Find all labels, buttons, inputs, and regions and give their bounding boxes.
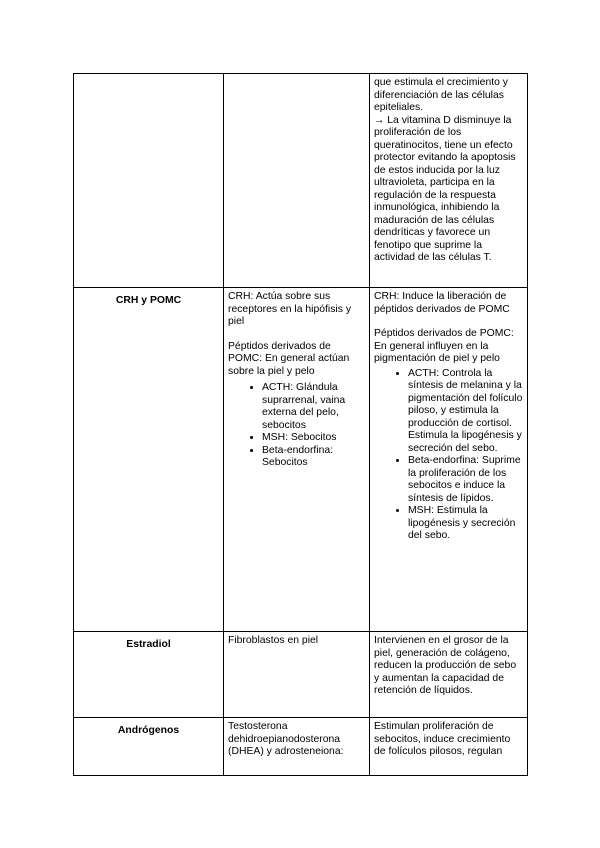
- hormone-cell: [74, 718, 224, 776]
- effect-text: → La vitamina D disminuye la proliferación de los queratinocitos, tiene un efecto protector evitando la apoptosis de estos inducida por la luz ultravioleta, participa en la regulación de la respuesta inmunológica, inhibiendo la maduración de las células dendríticas y favorece un fenotipo que suprime la actividad de las células T.: [374, 114, 516, 263]
- target-cell: [224, 288, 370, 632]
- target-cell: [224, 718, 370, 776]
- hormone-label: CRH y POMC: [115, 295, 182, 306]
- target-text: Testosterona dehidroepianodosterona (DHEA) y adrosteneiona:: [228, 721, 344, 757]
- list-item: • Beta-endorfina: Suprime la proliferación de los sebocitos e induce la síntesis de lípidos.: [408, 455, 523, 505]
- effect-text: Péptidos derivados de POMC: En general influyen en la pigmentación de piel y pelo: [374, 328, 514, 364]
- hormone-cell: [74, 632, 224, 718]
- hormone-table: [73, 73, 528, 776]
- list-item: • ACTH: Glándula suprarrenal, vaina externa del pelo, sebocitos: [262, 382, 365, 432]
- target-text: CRH: Actúa sobre sus receptores en la hipófisis y piel: [228, 291, 352, 327]
- hormone-cell: [74, 288, 224, 632]
- hormone-cell: [74, 74, 224, 288]
- list-item: • ACTH: Controla la síntesis de melanina y la pigmentación del folículo piloso, y estimula la producción de cortisol. Estimula la lipogénesis y secreción del sebo.: [408, 368, 523, 456]
- table-row-androgenos: [74, 718, 528, 776]
- effect-cell: [370, 718, 528, 776]
- effect-text: que estimula el crecimiento y diferenciación de las células epiteliales.: [374, 77, 508, 113]
- target-text: Fibroblastos en piel: [228, 635, 319, 646]
- effect-text: Estimulan proliferación de sebocitos, induce crecimiento de folículos pilosos, regulan: [374, 721, 511, 757]
- effect-cell: [370, 74, 528, 288]
- table-row-continued: [74, 74, 528, 288]
- list-item: • MSH: Sebocitos: [262, 432, 365, 445]
- target-cell: [224, 632, 370, 718]
- target-list: [228, 382, 365, 470]
- effect-cell: [370, 632, 528, 718]
- effect-text: CRH: Induce la liberación de péptidos derivados de POMC: [374, 291, 510, 315]
- list-item: • MSH: Estimula la lipogénesis y secreción del sebo.: [408, 505, 523, 543]
- hormone-label: Andrógenos: [117, 725, 180, 736]
- target-text: Péptidos derivados de POMC: En general actúan sobre la piel y pelo: [228, 340, 350, 377]
- effect-list: [374, 368, 523, 543]
- table-row-estradiol: [74, 632, 528, 718]
- effect-cell: [370, 288, 528, 632]
- list-item: • Beta-endorfina: Sebocitos: [262, 445, 365, 470]
- effect-text: Intervienen en el grosor de la piel, generación de colágeno, reducen la producción de sebo y aumentan la capacidad de retención de líquidos.: [374, 635, 517, 696]
- hormone-label: Estradiol: [126, 639, 171, 650]
- table-row-crh-pomc: [74, 288, 528, 632]
- target-cell: [224, 74, 370, 288]
